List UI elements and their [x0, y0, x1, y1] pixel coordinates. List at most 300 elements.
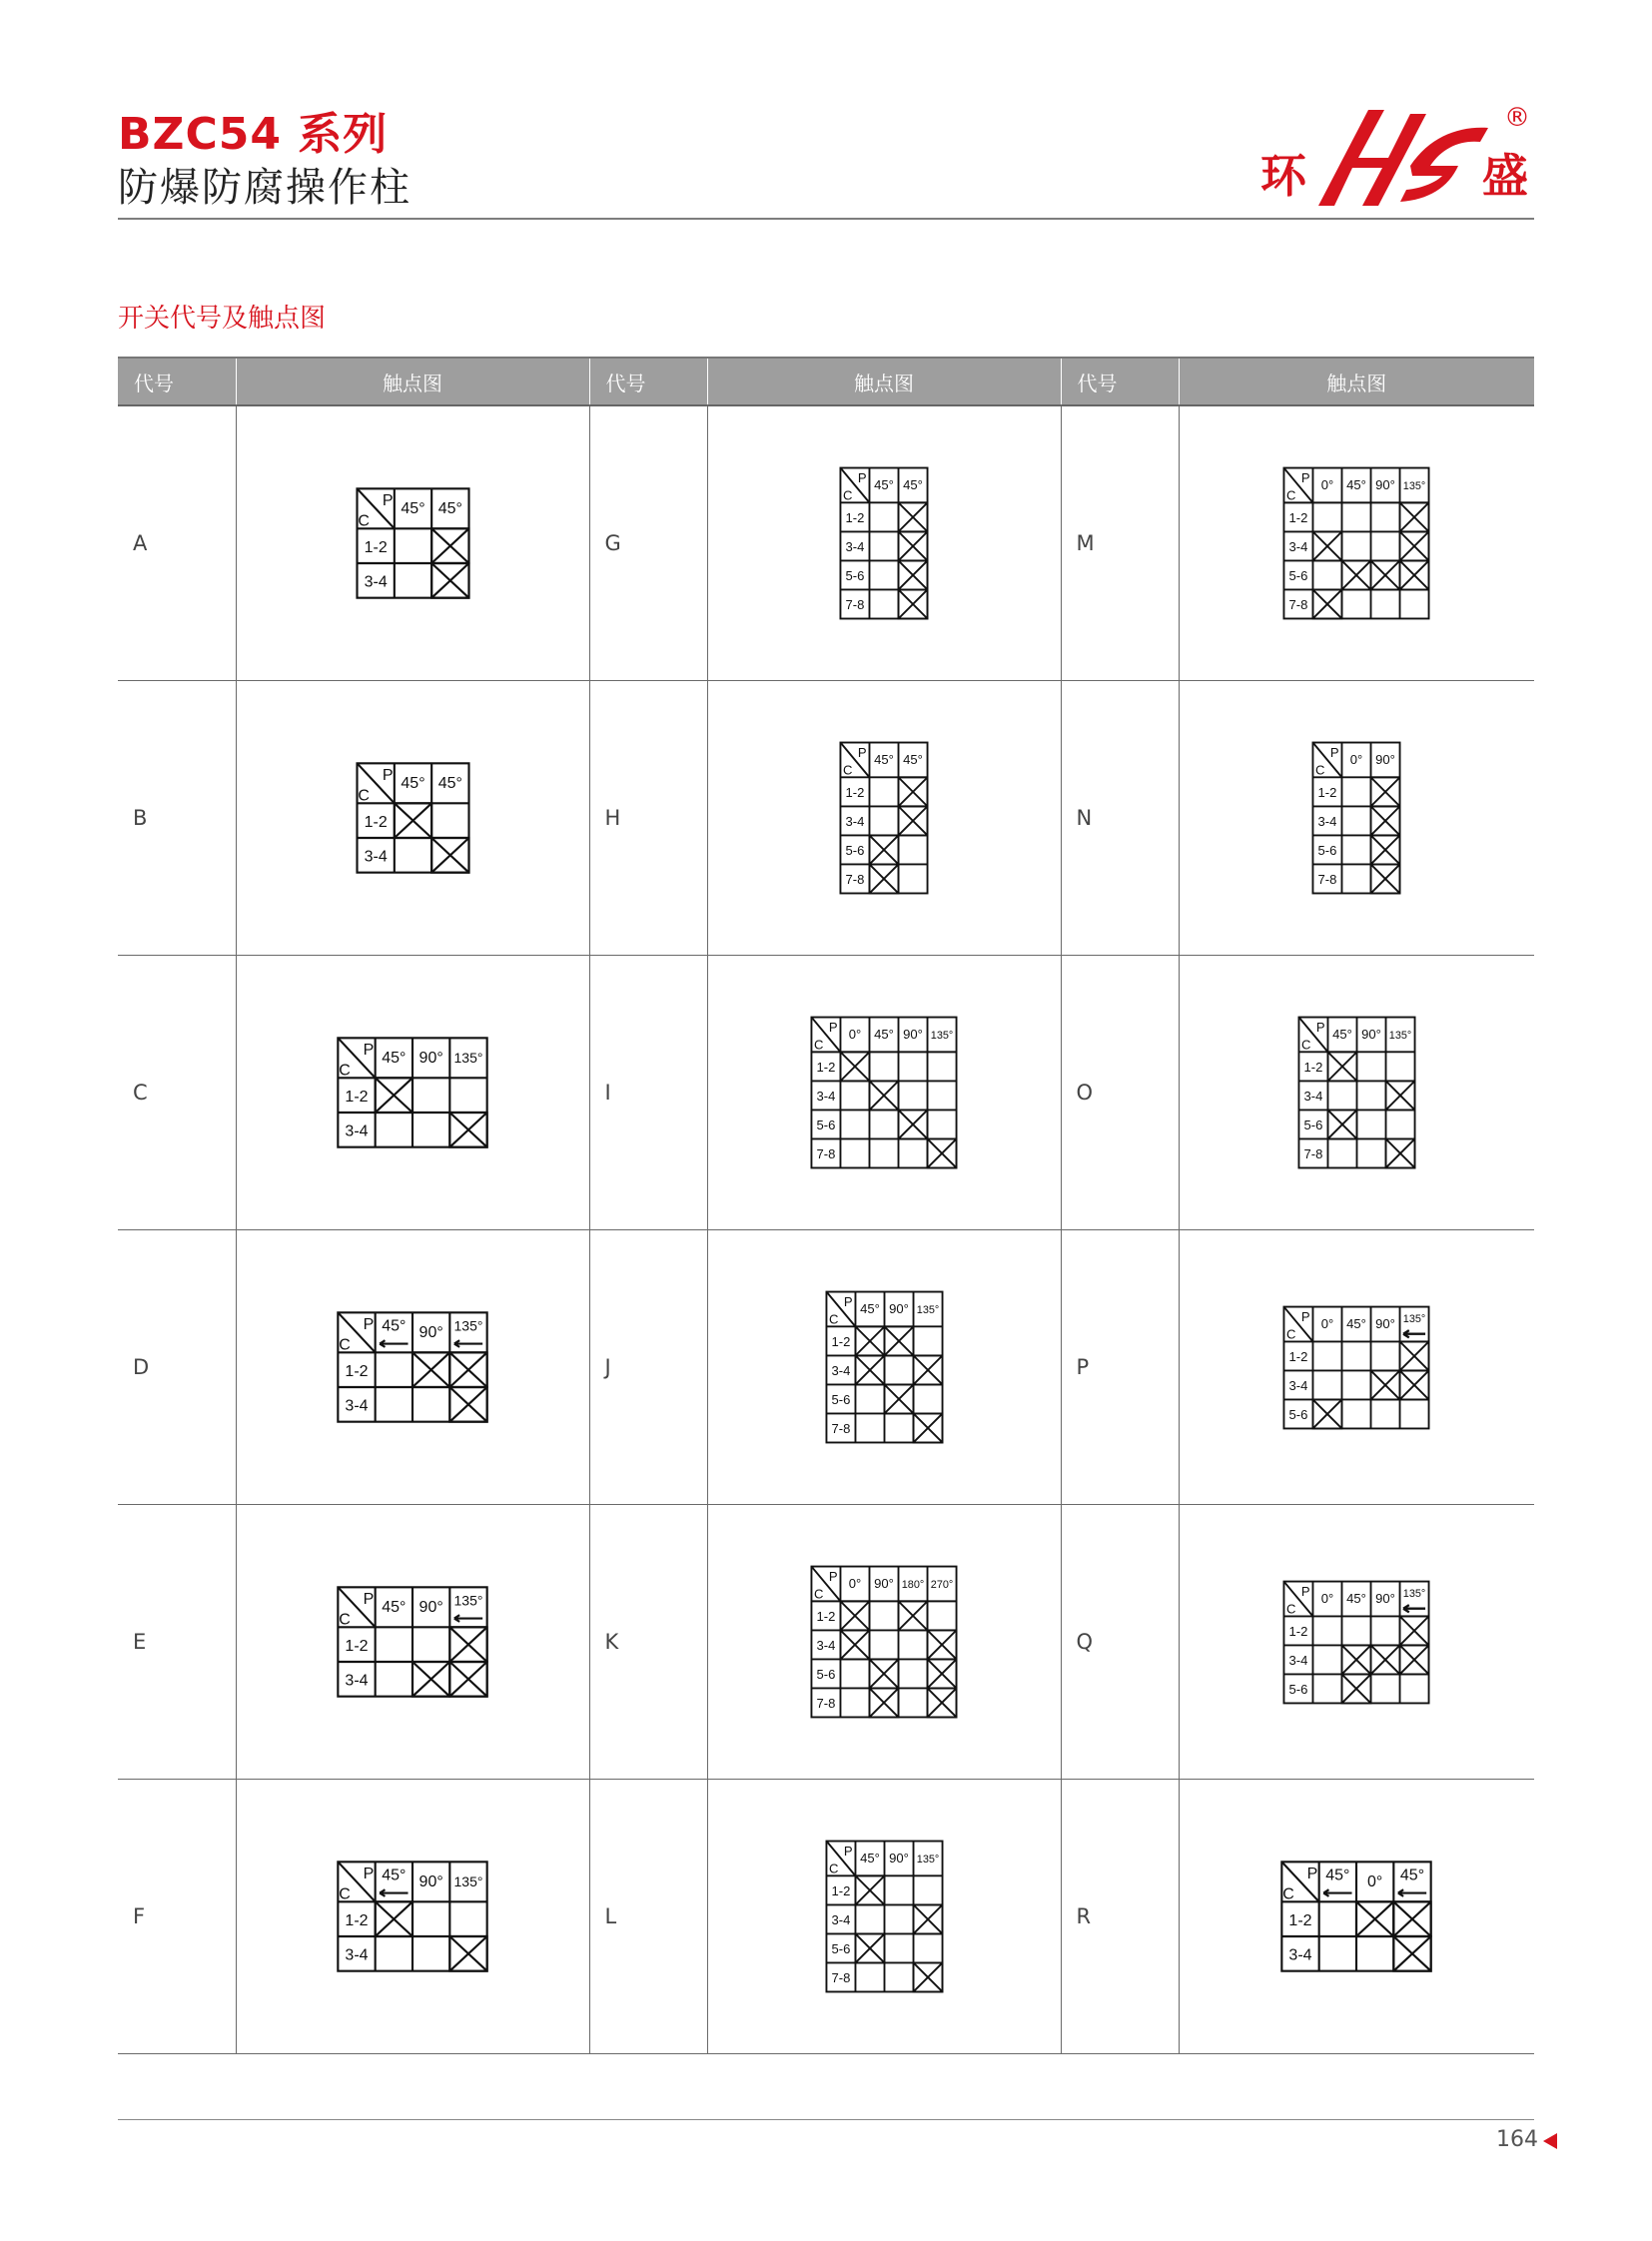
corner-label-c: C: [339, 1611, 351, 1629]
contact-closed-mark: [1371, 835, 1400, 864]
position-label: 135°: [916, 1854, 939, 1867]
switch-code: R: [1061, 1780, 1179, 2054]
position-label: 45°: [1325, 1867, 1350, 1884]
contact-closed-mark: [840, 1601, 869, 1630]
page-marker-icon: [1543, 2133, 1557, 2149]
circuit-label: 1-2: [1317, 785, 1337, 801]
contact-closed-mark: [913, 1904, 942, 1933]
circuit-label: 3-4: [1288, 1377, 1308, 1393]
position-label: 135°: [916, 1304, 939, 1317]
circuit-label: 5-6: [1303, 1118, 1323, 1133]
circuit-label: 3-4: [845, 814, 865, 830]
header-divider: [118, 218, 1534, 220]
circuit-label: 1-2: [816, 1609, 836, 1625]
header-code: 代号: [118, 358, 236, 405]
contact-diagram-cell: [1179, 681, 1534, 956]
position-label: 90°: [1375, 477, 1396, 493]
contact-diagram: [337, 1586, 488, 1698]
position-label: 135°: [453, 1317, 483, 1334]
circuit-label: 5-6: [1288, 1406, 1308, 1422]
product-title: 防爆防腐操作柱: [118, 165, 412, 211]
contact-diagram: [1282, 1305, 1430, 1430]
contact-diagram-cell: [236, 405, 589, 681]
circuit-label: 7-8: [816, 1146, 836, 1162]
position-label: 90°: [1360, 1027, 1381, 1043]
contact-closed-mark: [431, 563, 468, 598]
position-label: 0°: [848, 1576, 862, 1592]
position-label: 45°: [1400, 1867, 1425, 1884]
circuit-label: 7-8: [831, 1421, 850, 1437]
position-label: 0°: [1320, 1590, 1334, 1606]
contact-closed-mark: [1385, 1081, 1414, 1110]
contact-closed-mark: [1327, 1110, 1356, 1138]
switch-code: C: [118, 956, 236, 1230]
position-label: 270°: [930, 1579, 954, 1592]
contact-closed-mark: [1385, 1138, 1414, 1167]
contact-diagram-cell: [1179, 1230, 1534, 1505]
contact-closed-mark: [449, 1627, 486, 1662]
circuit-label: 5-6: [816, 1667, 836, 1683]
position-label: 45°: [437, 775, 462, 793]
position-label: 45°: [382, 1867, 407, 1884]
contact-diagram: [839, 741, 929, 895]
circuit-label: 3-4: [364, 573, 388, 591]
contact-closed-mark: [449, 1662, 486, 1697]
switch-code: M: [1061, 405, 1179, 681]
circuit-label: 1-2: [831, 1334, 850, 1350]
position-label: 45°: [903, 752, 923, 768]
contact-diagram-cell: [707, 405, 1061, 681]
position-label: 45°: [859, 1851, 880, 1867]
corner-label-p: P: [1301, 1583, 1310, 1599]
contact-closed-mark: [1342, 560, 1371, 589]
corner-label-p: P: [363, 1042, 375, 1060]
corner-label-p: P: [828, 1020, 838, 1036]
contact-closed-mark: [869, 1688, 898, 1717]
corner-label-p: P: [857, 745, 867, 761]
circuit-label: 3-4: [1288, 1652, 1308, 1668]
corner-label-p: P: [363, 1591, 375, 1609]
contact-diagram: [1282, 1580, 1430, 1705]
contact-closed-mark: [1400, 1645, 1429, 1674]
circuit-label: 3-4: [345, 1122, 369, 1140]
registered-mark: ®: [1504, 103, 1530, 133]
contact-closed-mark: [899, 777, 928, 806]
switch-code: G: [589, 405, 707, 681]
switch-code: E: [118, 1505, 236, 1780]
circuit-label: 3-4: [816, 1638, 836, 1654]
contact-diagram-cell: [1179, 1780, 1534, 2054]
position-label: 45°: [874, 477, 894, 493]
header-diagram: 触点图: [1179, 358, 1534, 405]
circuit-label: 7-8: [1288, 597, 1308, 613]
position-label: 0°: [1320, 1315, 1334, 1331]
contact-diagram: [337, 1311, 488, 1423]
circuit-label: 1-2: [364, 538, 388, 556]
switch-code: F: [118, 1780, 236, 2054]
corner-label-c: C: [339, 1336, 351, 1354]
corner-label-p: P: [1301, 1308, 1310, 1324]
corner-label-c: C: [1315, 762, 1325, 778]
corner-label-p: P: [1315, 1020, 1325, 1036]
switch-code-table: [118, 357, 1534, 2054]
switch-code: P: [1061, 1230, 1179, 1505]
brand-char-left: 环: [1260, 149, 1306, 203]
position-label: 45°: [382, 1050, 407, 1068]
corner-label-p: P: [828, 1569, 838, 1585]
contact-closed-mark: [869, 1659, 898, 1688]
position-label: 135°: [453, 1592, 483, 1609]
position-label: 135°: [930, 1030, 954, 1043]
contact-closed-mark: [1394, 1901, 1431, 1936]
circuit-label: 1-2: [345, 1911, 369, 1929]
series-title: BZC54 系列: [118, 109, 389, 160]
circuit-label: 1-2: [1288, 510, 1308, 526]
position-label: 0°: [1367, 1873, 1383, 1891]
corner-label-c: C: [828, 1311, 838, 1327]
position-label: 90°: [903, 1027, 923, 1043]
corner-label-p: P: [363, 1316, 375, 1334]
contact-closed-mark: [913, 1413, 942, 1442]
contact-closed-mark: [1356, 1901, 1393, 1936]
contact-diagram: [337, 1861, 488, 1972]
section-title: 开关代号及触点图: [118, 304, 327, 334]
contact-closed-mark: [413, 1662, 449, 1697]
switch-code: O: [1061, 956, 1179, 1230]
corner-label-p: P: [857, 470, 867, 486]
contact-closed-mark: [840, 1630, 869, 1659]
contact-closed-mark: [899, 589, 928, 618]
contact-closed-mark: [899, 531, 928, 560]
contact-closed-mark: [449, 1936, 486, 1971]
corner-label-p: P: [382, 767, 394, 785]
contact-closed-mark: [928, 1688, 957, 1717]
contact-diagram: [810, 1565, 958, 1719]
circuit-label: 7-8: [845, 597, 865, 613]
contact-diagram: [1311, 741, 1401, 895]
position-label: 45°: [1346, 1590, 1367, 1606]
circuit-label: 5-6: [845, 843, 865, 859]
contact-closed-mark: [899, 1110, 928, 1138]
corner-label-p: P: [843, 1844, 853, 1860]
circuit-label: 1-2: [831, 1883, 850, 1899]
table-row: [118, 1505, 1534, 1780]
contact-diagram: [825, 1290, 944, 1444]
position-label: 0°: [1320, 477, 1334, 493]
corner-label-c: C: [1282, 1885, 1295, 1903]
contact-diagram: [1280, 1861, 1432, 1972]
corner-label-p: P: [382, 492, 394, 510]
contact-closed-mark: [1371, 1645, 1400, 1674]
contact-closed-mark: [394, 803, 430, 838]
contact-diagram-cell: [236, 1505, 589, 1780]
position-label: 45°: [1346, 477, 1367, 493]
circuit-label: 3-4: [345, 1397, 369, 1415]
circuit-label: 7-8: [845, 872, 865, 888]
contact-diagram-cell: [1179, 956, 1534, 1230]
contact-diagram-cell: [707, 956, 1061, 1230]
circuit-label: 3-4: [831, 1912, 850, 1928]
contact-closed-mark: [928, 1138, 957, 1167]
position-label: 90°: [874, 1576, 894, 1592]
position-label: 135°: [1403, 1587, 1426, 1600]
contact-closed-mark: [1342, 1645, 1371, 1674]
table-row: [118, 681, 1534, 956]
circuit-label: 1-2: [1303, 1060, 1323, 1076]
position-label: 135°: [1388, 1030, 1412, 1043]
contact-closed-mark: [869, 1081, 898, 1110]
contact-diagram: [1297, 1016, 1416, 1169]
table-row: [118, 1780, 1534, 2054]
table-header-row: [118, 358, 1534, 405]
position-label: 45°: [437, 500, 462, 518]
circuit-label: 3-4: [1288, 1946, 1312, 1964]
contact-closed-mark: [376, 1078, 413, 1113]
contact-closed-mark: [1342, 1674, 1371, 1703]
circuit-label: 7-8: [816, 1696, 836, 1712]
position-label: 90°: [888, 1301, 909, 1317]
contact-closed-mark: [1400, 1616, 1429, 1645]
contact-diagram-cell: [236, 956, 589, 1230]
position-label: 0°: [1350, 752, 1363, 768]
contact-closed-mark: [431, 528, 468, 563]
position-label: 90°: [418, 1873, 443, 1891]
switch-code: A: [118, 405, 236, 681]
corner-label-c: C: [1300, 1037, 1311, 1053]
spring-return-arrow-icon: [380, 1889, 408, 1896]
spring-return-arrow-icon: [1403, 1330, 1425, 1337]
contact-closed-mark: [449, 1113, 486, 1147]
position-label: 45°: [874, 1027, 894, 1043]
contact-closed-mark: [1400, 1341, 1429, 1370]
corner-label-c: C: [842, 487, 853, 503]
contact-closed-mark: [1400, 560, 1429, 589]
brand-logo: [1260, 96, 1540, 216]
position-label: 45°: [859, 1301, 880, 1317]
position-label: 90°: [1375, 1590, 1396, 1606]
position-label: 45°: [382, 1599, 407, 1617]
switch-code: L: [589, 1780, 707, 2054]
circuit-label: 1-2: [345, 1088, 369, 1106]
contact-closed-mark: [884, 1384, 913, 1413]
contact-closed-mark: [869, 864, 898, 893]
switch-code: H: [589, 681, 707, 956]
corner-label-p: P: [1306, 1866, 1318, 1883]
contact-diagram: [839, 466, 929, 620]
contact-closed-mark: [913, 1355, 942, 1384]
contact-closed-mark: [1313, 1399, 1342, 1428]
contact-diagram-cell: [707, 681, 1061, 956]
switch-code: Q: [1061, 1505, 1179, 1780]
circuit-label: 1-2: [845, 510, 865, 526]
circuit-label: 5-6: [831, 1392, 850, 1408]
circuit-label: 1-2: [345, 1637, 369, 1655]
contact-closed-mark: [1394, 1936, 1431, 1971]
circuit-label: 3-4: [345, 1946, 369, 1964]
corner-label-c: C: [813, 1586, 824, 1602]
spring-return-arrow-icon: [1323, 1889, 1351, 1896]
switch-code: D: [118, 1230, 236, 1505]
corner-label-c: C: [1286, 487, 1296, 503]
circuit-label: 3-4: [1303, 1089, 1323, 1105]
contact-diagram-cell: [236, 681, 589, 956]
corner-label-p: P: [1301, 470, 1310, 486]
contact-diagram: [810, 1016, 958, 1169]
switch-code: B: [118, 681, 236, 956]
switch-code: N: [1061, 681, 1179, 956]
contact-closed-mark: [855, 1933, 884, 1962]
circuit-label: 1-2: [1288, 1623, 1308, 1639]
corner-label-c: C: [357, 787, 370, 805]
contact-closed-mark: [840, 1052, 869, 1081]
circuit-label: 1-2: [345, 1362, 369, 1380]
position-label: 180°: [901, 1579, 925, 1592]
position-label: 45°: [903, 477, 923, 493]
brand-char-right: 盛: [1482, 149, 1528, 203]
switch-code: I: [589, 956, 707, 1230]
footer-divider: [118, 2119, 1534, 2120]
circuit-label: 5-6: [1317, 843, 1337, 859]
corner-label-c: C: [339, 1062, 351, 1080]
position-label: 90°: [418, 1050, 443, 1068]
circuit-label: 1-2: [1288, 1911, 1312, 1929]
header-diagram: 触点图: [236, 358, 589, 405]
circuit-label: 5-6: [816, 1118, 836, 1133]
position-label: 45°: [1331, 1027, 1352, 1043]
contact-diagram-cell: [236, 1230, 589, 1505]
contact-closed-mark: [431, 838, 468, 873]
contact-closed-mark: [1371, 806, 1400, 835]
circuit-label: 7-8: [831, 1970, 850, 1986]
switch-code: K: [589, 1505, 707, 1780]
position-label: 135°: [453, 1873, 483, 1890]
corner-label-p: P: [1330, 745, 1339, 761]
circuit-label: 3-4: [1317, 814, 1337, 830]
circuit-label: 7-8: [1317, 872, 1337, 888]
position-label: 0°: [848, 1027, 862, 1043]
position-label: 45°: [874, 752, 894, 768]
corner-label-p: P: [843, 1294, 853, 1310]
contact-closed-mark: [413, 1352, 449, 1387]
position-label: 90°: [418, 1324, 443, 1342]
contact-diagram: [825, 1840, 944, 1993]
circuit-label: 1-2: [364, 813, 388, 831]
contact-closed-mark: [1400, 1370, 1429, 1399]
circuit-label: 1-2: [845, 785, 865, 801]
corner-label-c: C: [339, 1885, 351, 1903]
contact-closed-mark: [899, 806, 928, 835]
contact-diagram-cell: [1179, 1505, 1534, 1780]
position-label: 45°: [400, 500, 425, 518]
page-number: 164: [1496, 2127, 1538, 2152]
circuit-label: 7-8: [1303, 1146, 1323, 1162]
position-label: 90°: [418, 1599, 443, 1617]
position-label: 90°: [1375, 752, 1396, 768]
contact-diagram-cell: [1179, 405, 1534, 681]
contact-closed-mark: [1371, 777, 1400, 806]
contact-diagram: [356, 487, 470, 599]
contact-closed-mark: [928, 1630, 957, 1659]
contact-closed-mark: [1400, 531, 1429, 560]
position-label: 90°: [1375, 1315, 1396, 1331]
position-label: 90°: [888, 1851, 909, 1867]
contact-closed-mark: [899, 1601, 928, 1630]
spring-return-arrow-icon: [454, 1340, 482, 1347]
spring-return-arrow-icon: [1398, 1889, 1426, 1896]
contact-diagram: [1282, 466, 1430, 620]
table-row: [118, 956, 1534, 1230]
contact-closed-mark: [1371, 560, 1400, 589]
contact-diagram-cell: [707, 1780, 1061, 2054]
corner-label-c: C: [842, 762, 853, 778]
switch-code: J: [589, 1230, 707, 1505]
contact-closed-mark: [449, 1387, 486, 1422]
contact-diagram-cell: [236, 1780, 589, 2054]
contact-closed-mark: [1400, 502, 1429, 531]
spring-return-arrow-icon: [454, 1615, 482, 1622]
contact-diagram: [337, 1037, 488, 1148]
contact-diagram-cell: [707, 1230, 1061, 1505]
contact-diagram-cell: [707, 1505, 1061, 1780]
circuit-label: 3-4: [364, 848, 388, 866]
circuit-label: 5-6: [1288, 1681, 1308, 1697]
contact-closed-mark: [449, 1352, 486, 1387]
circuit-label: 3-4: [845, 539, 865, 555]
contact-closed-mark: [1371, 1370, 1400, 1399]
header-code: 代号: [589, 358, 707, 405]
table-row: [118, 1230, 1534, 1505]
contact-closed-mark: [1371, 864, 1400, 893]
position-label: 45°: [1346, 1315, 1367, 1331]
contact-closed-mark: [1313, 531, 1342, 560]
circuit-label: 5-6: [845, 568, 865, 584]
hs-logo-mark: [1318, 110, 1488, 206]
circuit-label: 1-2: [1288, 1348, 1308, 1364]
circuit-label: 3-4: [1288, 539, 1308, 555]
position-label: 135°: [453, 1050, 483, 1067]
corner-label-c: C: [813, 1037, 824, 1053]
corner-label-p: P: [363, 1866, 375, 1883]
position-label: 45°: [400, 775, 425, 793]
contact-closed-mark: [884, 1326, 913, 1355]
position-label: 135°: [1403, 480, 1426, 493]
circuit-label: 3-4: [831, 1363, 850, 1379]
corner-label-c: C: [1286, 1600, 1296, 1616]
contact-closed-mark: [376, 1901, 413, 1936]
contact-closed-mark: [855, 1355, 884, 1384]
contact-closed-mark: [913, 1962, 942, 1991]
circuit-label: 5-6: [831, 1941, 850, 1957]
position-label: 135°: [1403, 1312, 1426, 1325]
contact-closed-mark: [899, 502, 928, 531]
contact-closed-mark: [869, 835, 898, 864]
position-label: 45°: [382, 1317, 407, 1335]
table-row: [118, 405, 1534, 681]
spring-return-arrow-icon: [380, 1340, 408, 1347]
circuit-label: 1-2: [816, 1060, 836, 1076]
contact-closed-mark: [1313, 589, 1342, 618]
contact-closed-mark: [1327, 1052, 1356, 1081]
circuit-label: 5-6: [1288, 568, 1308, 584]
corner-label-c: C: [828, 1861, 838, 1876]
spring-return-arrow-icon: [1403, 1605, 1425, 1612]
header-code: 代号: [1061, 358, 1179, 405]
contact-closed-mark: [928, 1659, 957, 1688]
circuit-label: 3-4: [345, 1672, 369, 1690]
corner-label-c: C: [1286, 1325, 1296, 1341]
contact-closed-mark: [899, 560, 928, 589]
header-diagram: 触点图: [707, 358, 1061, 405]
